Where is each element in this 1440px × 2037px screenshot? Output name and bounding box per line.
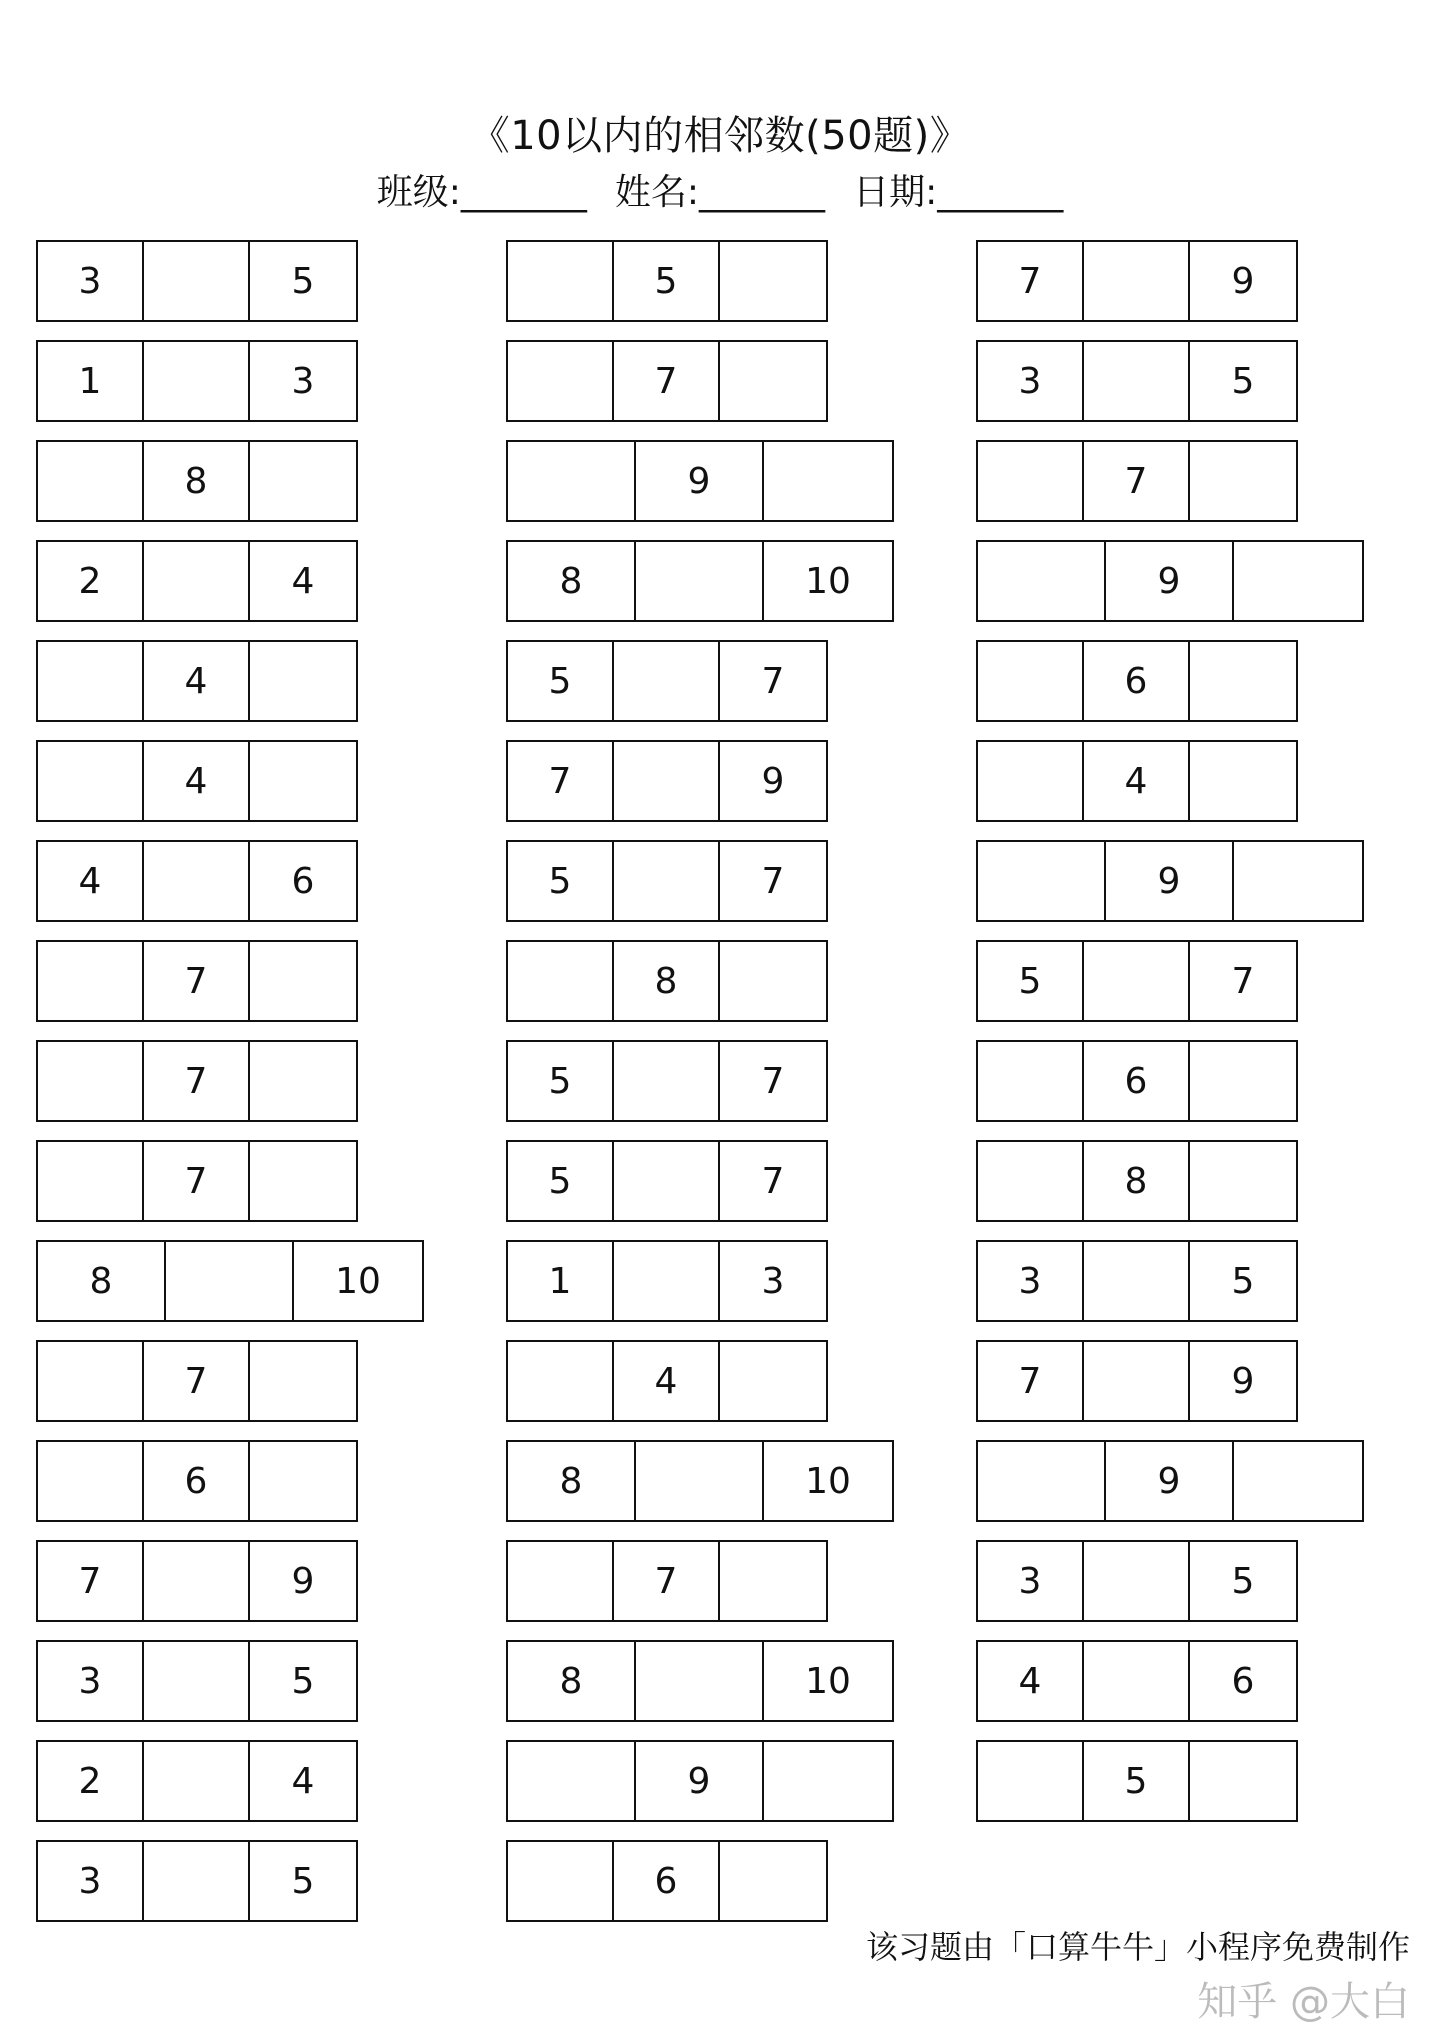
problem-row [976, 440, 1298, 522]
answer-box[interactable] [1084, 1342, 1190, 1420]
answer-box[interactable] [38, 1142, 144, 1220]
number-cell: 6 [144, 1442, 250, 1520]
problem-row [976, 840, 1364, 922]
problem-row [976, 1640, 1298, 1722]
problem-row [36, 1340, 358, 1422]
number-cell: 1 [508, 1242, 614, 1320]
answer-box[interactable] [764, 442, 892, 520]
number-cell: 8 [38, 1242, 166, 1320]
answer-box[interactable] [144, 1542, 250, 1620]
number-cell: 10 [335, 1260, 381, 1302]
answer-box[interactable] [1190, 1042, 1296, 1120]
answer-box[interactable] [508, 1342, 614, 1420]
number-cell: 4 [1084, 742, 1190, 820]
problem-row [36, 1140, 358, 1222]
problem-row [506, 640, 828, 722]
number-cell: 6 [1084, 642, 1190, 720]
problem-row [976, 1740, 1298, 1822]
problem-row [36, 1040, 358, 1122]
number-cell: 3 [761, 1260, 785, 1302]
answer-box[interactable] [1084, 242, 1190, 320]
answer-box[interactable] [978, 442, 1084, 520]
answer-box[interactable] [1084, 1642, 1190, 1720]
answer-box[interactable] [1190, 1742, 1296, 1820]
answer-box[interactable] [614, 1242, 720, 1320]
answer-box[interactable] [636, 542, 764, 620]
answer-box[interactable] [720, 1342, 826, 1420]
problem-row [36, 640, 358, 722]
number-cell: 7 [144, 1042, 250, 1120]
answer-box[interactable] [144, 1642, 250, 1720]
number-cell: 9 [291, 1560, 315, 1602]
number-cell: 9 [636, 1742, 764, 1820]
problem-row [36, 1840, 358, 1922]
answer-box[interactable] [1084, 342, 1190, 420]
answer-box[interactable] [508, 342, 614, 420]
answer-box[interactable] [978, 1042, 1084, 1120]
answer-box[interactable] [720, 1842, 826, 1920]
number-cell: 3 [978, 342, 1084, 420]
problem-row [36, 440, 358, 522]
answer-box[interactable] [614, 742, 720, 820]
number-cell: 7 [978, 242, 1084, 320]
problem-row [506, 340, 828, 422]
number-cell: 5 [508, 642, 614, 720]
answer-box[interactable] [614, 1042, 720, 1120]
problem-row [506, 1240, 828, 1322]
answer-box[interactable] [1084, 1542, 1190, 1620]
problem-column-3 [976, 240, 1364, 1840]
answer-box[interactable] [166, 1242, 294, 1320]
answer-box[interactable] [38, 642, 144, 720]
problem-row [506, 1040, 828, 1122]
problem-row [976, 940, 1298, 1022]
answer-box[interactable] [614, 642, 720, 720]
problem-row [36, 740, 358, 822]
number-cell: 6 [1084, 1042, 1190, 1120]
answer-box[interactable] [720, 242, 826, 320]
answer-box[interactable] [508, 1842, 614, 1920]
number-cell: 3 [291, 360, 315, 402]
answer-box[interactable] [978, 1742, 1084, 1820]
problem-row [976, 640, 1298, 722]
problem-row [506, 1340, 828, 1422]
answer-box[interactable] [250, 442, 356, 520]
answer-box[interactable] [636, 1642, 764, 1720]
number-cell: 8 [1084, 1142, 1190, 1220]
problem-row [976, 1540, 1298, 1622]
number-cell: 10 [805, 1660, 851, 1702]
number-cell: 4 [614, 1342, 720, 1420]
number-cell: 4 [291, 560, 315, 602]
problem-row [976, 240, 1298, 322]
number-cell: 7 [761, 860, 785, 902]
problem-row [976, 740, 1298, 822]
answer-box[interactable] [38, 1342, 144, 1420]
number-cell: 10 [805, 1460, 851, 1502]
number-cell: 9 [1231, 1360, 1255, 1402]
number-cell: 4 [38, 842, 144, 920]
number-cell: 4 [291, 1760, 315, 1802]
answer-box[interactable] [1084, 942, 1190, 1020]
number-cell: 4 [144, 742, 250, 820]
answer-box[interactable] [614, 1142, 720, 1220]
number-cell: 7 [614, 1542, 720, 1620]
answer-box[interactable] [978, 842, 1106, 920]
number-cell: 8 [614, 942, 720, 1020]
number-cell: 3 [978, 1542, 1084, 1620]
answer-box[interactable] [978, 742, 1084, 820]
answer-box[interactable] [38, 1042, 144, 1120]
problem-row [506, 440, 894, 522]
answer-box[interactable] [1234, 842, 1362, 920]
number-cell: 5 [978, 942, 1084, 1020]
problem-row [976, 1240, 1298, 1322]
answer-box[interactable] [508, 242, 614, 320]
problem-column-1 [36, 240, 424, 1940]
answer-box[interactable] [1190, 642, 1296, 720]
problem-row [36, 340, 358, 422]
date-field: 日期:_______ [853, 172, 1064, 213]
answer-box[interactable] [250, 642, 356, 720]
problem-row [36, 940, 358, 1022]
number-cell: 7 [978, 1342, 1084, 1420]
answer-box[interactable] [250, 1342, 356, 1420]
number-cell: 5 [508, 842, 614, 920]
number-cell: 7 [1231, 960, 1255, 1002]
number-cell: 7 [144, 1142, 250, 1220]
problem-row [36, 1640, 358, 1722]
number-cell: 1 [38, 342, 144, 420]
problem-row [36, 1740, 358, 1822]
problem-row [976, 1340, 1298, 1422]
number-cell: 9 [1106, 1442, 1234, 1520]
answer-box[interactable] [978, 1142, 1084, 1220]
problem-row [976, 540, 1364, 622]
number-cell: 7 [761, 1060, 785, 1102]
problem-row [506, 740, 828, 822]
problem-row [506, 1440, 894, 1522]
number-cell: 7 [614, 342, 720, 420]
problem-row [506, 1140, 828, 1222]
answer-box[interactable] [38, 1442, 144, 1520]
worksheet-title: 《10以内的相邻数(50题)》 [469, 113, 971, 159]
number-cell: 9 [1106, 842, 1234, 920]
number-cell: 5 [1231, 1260, 1255, 1302]
problem-row [506, 540, 894, 622]
answer-box[interactable] [144, 342, 250, 420]
answer-box[interactable] [508, 442, 636, 520]
answer-box[interactable] [1234, 542, 1362, 620]
problem-row [36, 1540, 358, 1622]
problem-row [36, 1240, 424, 1322]
number-cell: 6 [1231, 1660, 1255, 1702]
answer-box[interactable] [1190, 742, 1296, 820]
number-cell: 7 [38, 1542, 144, 1620]
number-cell: 7 [761, 660, 785, 702]
answer-box[interactable] [250, 942, 356, 1020]
answer-box[interactable] [1190, 1142, 1296, 1220]
number-cell: 8 [508, 1442, 636, 1520]
number-cell: 5 [508, 1142, 614, 1220]
problem-row [976, 1440, 1364, 1522]
number-cell: 7 [508, 742, 614, 820]
problem-row [36, 1440, 358, 1522]
number-cell: 5 [614, 242, 720, 320]
answer-box[interactable] [250, 1442, 356, 1520]
number-cell: 8 [508, 1642, 636, 1720]
answer-box[interactable] [978, 1442, 1106, 1520]
number-cell: 3 [978, 1242, 1084, 1320]
answer-box[interactable] [720, 1542, 826, 1620]
problem-row [506, 240, 828, 322]
problem-row [36, 240, 358, 322]
answer-box[interactable] [508, 942, 614, 1020]
answer-box[interactable] [1190, 442, 1296, 520]
number-cell: 10 [805, 560, 851, 602]
watermark: 知乎 @大白 [1197, 1979, 1410, 2025]
answer-box[interactable] [614, 842, 720, 920]
answer-box[interactable] [38, 442, 144, 520]
problem-row [506, 1640, 894, 1722]
answer-box[interactable] [1234, 1442, 1362, 1520]
number-cell: 5 [291, 1660, 315, 1702]
number-cell: 6 [614, 1842, 720, 1920]
footer-credit: 该习题由「口算牛牛」小程序免费制作 [865, 1928, 1410, 1966]
answer-box[interactable] [764, 1742, 892, 1820]
problem-row [976, 1040, 1298, 1122]
number-cell: 7 [761, 1160, 785, 1202]
name-field: 姓名:_______ [614, 172, 826, 213]
problem-row [506, 840, 828, 922]
number-cell: 8 [508, 542, 636, 620]
problem-row [976, 340, 1298, 422]
number-cell: 5 [1084, 1742, 1190, 1820]
answer-box[interactable] [508, 1542, 614, 1620]
answer-box[interactable] [144, 242, 250, 320]
number-cell: 9 [1231, 260, 1255, 302]
number-cell: 5 [291, 1860, 315, 1902]
number-cell: 5 [1231, 360, 1255, 402]
answer-box[interactable] [144, 542, 250, 620]
number-cell: 9 [636, 442, 764, 520]
answer-box[interactable] [250, 1142, 356, 1220]
number-cell: 9 [761, 760, 785, 802]
number-cell: 7 [144, 942, 250, 1020]
number-cell: 4 [144, 642, 250, 720]
problem-column-2 [506, 240, 894, 1940]
number-cell: 8 [144, 442, 250, 520]
number-cell: 4 [978, 1642, 1084, 1720]
number-cell: 7 [144, 1342, 250, 1420]
answer-box[interactable] [720, 942, 826, 1020]
class-field: 班级:_______ [376, 172, 587, 213]
problem-row [506, 940, 828, 1022]
number-cell: 5 [1231, 1560, 1255, 1602]
number-cell: 7 [1084, 442, 1190, 520]
number-cell: 9 [1106, 542, 1234, 620]
answer-box[interactable] [38, 742, 144, 820]
answer-box[interactable] [508, 1742, 636, 1820]
answer-box[interactable] [1084, 1242, 1190, 1320]
number-cell: 5 [508, 1042, 614, 1120]
number-cell: 3 [38, 1642, 144, 1720]
number-cell: 3 [38, 1842, 144, 1920]
answer-box[interactable] [144, 842, 250, 920]
number-cell: 3 [38, 242, 144, 320]
problem-row [36, 840, 358, 922]
problem-row [506, 1740, 894, 1822]
problem-row [36, 540, 358, 622]
answer-box[interactable] [978, 542, 1106, 620]
number-cell: 2 [38, 542, 144, 620]
number-cell: 6 [291, 860, 315, 902]
answer-box[interactable] [978, 642, 1084, 720]
header-fields [0, 164, 1440, 215]
problem-row [976, 1140, 1298, 1222]
answer-box[interactable] [250, 1042, 356, 1120]
answer-box[interactable] [720, 342, 826, 420]
answer-box[interactable] [144, 1842, 250, 1920]
answer-box[interactable] [144, 1742, 250, 1820]
answer-box[interactable] [250, 742, 356, 820]
answer-box[interactable] [38, 942, 144, 1020]
problem-row [506, 1540, 828, 1622]
number-cell: 5 [291, 260, 315, 302]
answer-box[interactable] [636, 1442, 764, 1520]
number-cell: 2 [38, 1742, 144, 1820]
problem-row [506, 1840, 828, 1922]
